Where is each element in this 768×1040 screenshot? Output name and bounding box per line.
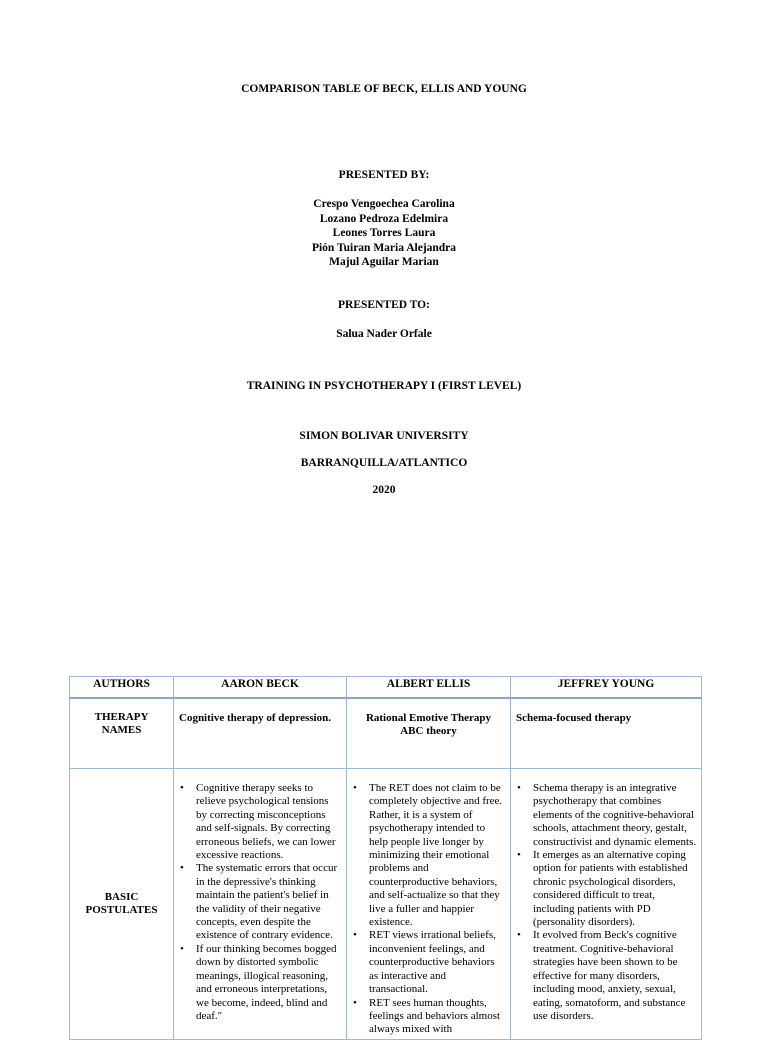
- professor-name: Salua Nader Orfale: [336, 328, 432, 340]
- list-item: • RET sees human thoughts, feelings and behaviors almost always mixed with: [369, 997, 506, 1037]
- ellis-postulates: [347, 769, 511, 1040]
- author-name: Majul Aguilar Marian: [329, 256, 439, 269]
- young-therapy-name: Schema-focused therapy: [511, 698, 702, 769]
- bullet-list: [347, 782, 510, 1037]
- row-label-basic-postulates: [70, 769, 174, 1040]
- ellis-therapy-name-line: ABC theory: [400, 725, 457, 738]
- list-item: • It emerges as an alternative coping option for patients with established chronic psychological disorders, considered difficult to treat, including patients with PD (personality disorders).: [533, 849, 697, 929]
- header-albert-ellis: ALBERT ELLIS: [347, 677, 511, 699]
- list-item: • If our thinking becomes bogged down by distorted symbolic meanings, illogical reasoning, and erroneous interpretations, we become, indeed, blind and deaf.": [196, 943, 342, 1023]
- beck-postulates: [174, 769, 347, 1040]
- author-name: Leones Torres Laura: [332, 227, 436, 240]
- table-header-row: [70, 677, 702, 699]
- ellis-therapy-name: [347, 698, 511, 769]
- presented-to-label: PRESENTED TO:: [338, 299, 430, 311]
- comparison-table: [69, 676, 702, 1040]
- header-authors: AUTHORS: [70, 677, 174, 699]
- location: BARRANQUILLA/ATLANTICO: [300, 457, 468, 469]
- header-aaron-beck: AARON BECK: [174, 677, 347, 699]
- list-item: • The systematic errors that occur in the depressive's thinking maintain the patient's belief in the validity of their negative concepts, even despite the existence of contrary evidence.: [196, 862, 342, 942]
- author-name: Pión Tuiran Maria Alejandra: [311, 241, 457, 254]
- course-name: TRAINING IN PSYCHOTHERAPY I (FIRST LEVEL): [246, 380, 522, 392]
- year: 2020: [372, 484, 396, 496]
- bullet-list: [511, 782, 701, 1023]
- bullet-list: [174, 782, 346, 1023]
- list-item: • Cognitive therapy seeks to relieve psychological tensions by correcting misconceptions and self-signals. By correcting erroneous beliefs, we can lower excessive reactions.: [196, 782, 342, 862]
- row-label-therapy-names: [70, 698, 174, 769]
- young-postulates: [511, 769, 702, 1040]
- row-label-text: THERAPY NAMES: [94, 711, 149, 737]
- list-item: • The RET does not claim to be completely objective and free. Rather, it is a system of psychotherapy intended to help people live longer by minimizing their emotional problems and counterproductive behaviors, and self-actualize so that they live a fuller and happier existence.: [369, 782, 506, 929]
- table-row-basic-postulates: [70, 769, 702, 1040]
- table-row-therapy-names: [70, 698, 702, 769]
- university-name: SIMON BOLIVAR UNIVERSITY: [299, 430, 469, 442]
- list-item: • It evolved from Beck's cognitive treatment. Cognitive-behavioral strategies have been shown to be effective for many disorders, including mood, anxiety, sexual, eating, somatoform, and substance use disorders.: [533, 929, 697, 1023]
- ellis-therapy-name-line: Rational Emotive Therapy: [365, 712, 492, 724]
- document-title: COMPARISON TABLE OF BECK, ELLIS AND YOUNG: [241, 83, 527, 95]
- header-jeffrey-young: JEFFREY YOUNG: [511, 677, 702, 699]
- author-name: Lozano Pedroza Edelmira: [319, 212, 449, 225]
- presented-by-label: PRESENTED BY:: [338, 169, 430, 181]
- row-label-text: BASIC POSTULATES: [85, 890, 158, 916]
- list-item: • RET views irrational beliefs, inconvenient feelings, and counterproductive behaviors as interactive and transactional.: [369, 929, 506, 996]
- beck-therapy-name: Cognitive therapy of depression.: [174, 698, 347, 769]
- author-name: Crespo Vengoechea Carolina: [313, 198, 455, 210]
- list-item: • Schema therapy is an integrative psychotherapy that combines elements of the cognitive-behavioral schools, attachment theory, gestalt, constructivist and dynamic elements.: [533, 782, 697, 849]
